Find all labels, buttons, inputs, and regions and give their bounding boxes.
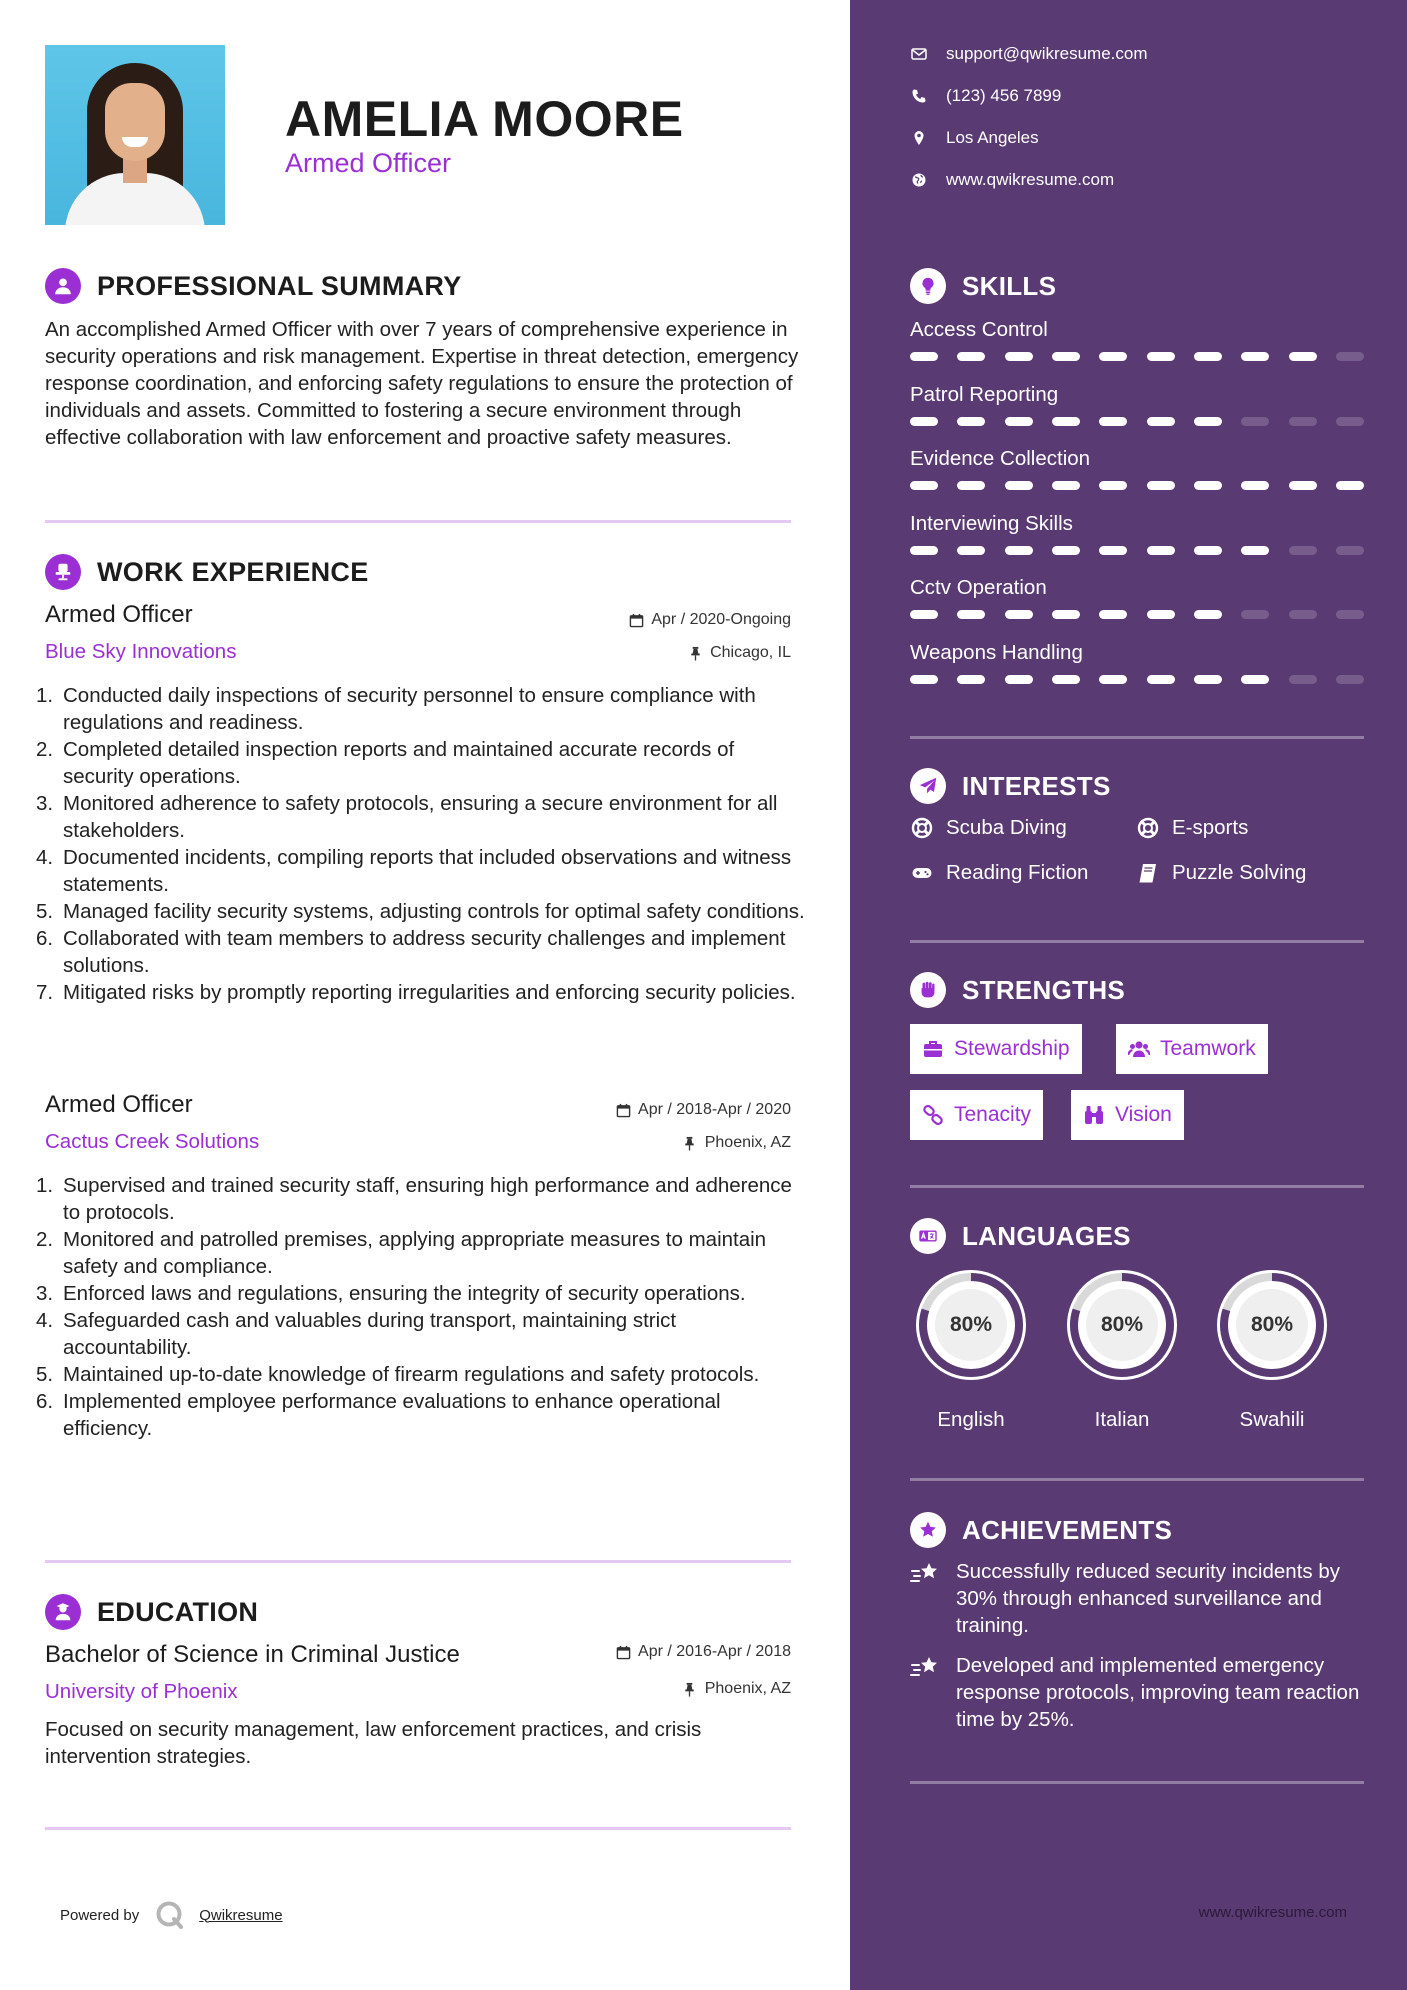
skill-segment <box>1336 546 1364 555</box>
duty-item <box>36 898 806 925</box>
duty-item <box>36 1307 806 1361</box>
skill-segment <box>1099 610 1127 619</box>
duty-text: Safeguarded cash and valuables during transport, maintaining strict accountability. <box>63 1309 677 1359</box>
skill-segment <box>910 352 938 361</box>
skill-segment <box>1099 481 1127 490</box>
skill-segment <box>1052 481 1080 490</box>
divider <box>910 736 1364 739</box>
degree-title: Bachelor of Science in Criminal Justice <box>45 1641 460 1668</box>
strengths-heading: STRENGTHS <box>910 972 1125 1008</box>
duty-number: 1. <box>36 684 54 707</box>
skill-level-bar <box>910 546 1364 555</box>
skill-segment <box>1052 417 1080 426</box>
skill-segment <box>1194 417 1222 426</box>
paper-plane-icon <box>910 768 946 804</box>
phone-icon <box>910 87 928 105</box>
skill-segment <box>1147 675 1175 684</box>
calendar-icon <box>615 1644 631 1660</box>
duty-text: Documented incidents, compiling reports that included observations and witness statements. <box>63 846 792 896</box>
skill-segment <box>1005 675 1033 684</box>
candidate-role: Armed Officer <box>285 148 452 178</box>
calendar-icon <box>615 1102 631 1118</box>
star-badge-icon <box>910 1512 946 1548</box>
divider <box>910 1781 1364 1784</box>
strength-chip: Stewardship <box>910 1024 1082 1074</box>
duty-item <box>36 1280 806 1307</box>
skill-segment <box>957 675 985 684</box>
link-icon <box>922 1104 944 1126</box>
sidebar <box>850 0 1407 1990</box>
skill-name: Evidence Collection <box>910 447 1091 470</box>
interest-item: Puzzle Solving <box>1136 861 1306 885</box>
skill-segment <box>957 352 985 361</box>
interest-item: E-sports <box>1136 816 1248 840</box>
duty-number: 6. <box>36 927 54 950</box>
achievements-heading: ACHIEVEMENTS <box>910 1512 1172 1548</box>
duty-text: Mitigated risks by promptly reporting irregularities and enforcing security policies. <box>63 981 796 1004</box>
skill-segment <box>1289 675 1317 684</box>
duty-text: Supervised and trained security staff, ensuring high performance and adherence to protocols. <box>63 1174 792 1224</box>
duty-number: 1. <box>36 1174 54 1197</box>
skill-level-bar <box>910 352 1364 361</box>
skill-segment <box>910 417 938 426</box>
school-name: University of Phoenix <box>45 1680 238 1703</box>
duty-text: Completed detailed inspection reports and maintained accurate records of security operations. <box>63 738 735 788</box>
skill-segment <box>1099 352 1127 361</box>
skill-segment <box>1005 417 1033 426</box>
skill-segment <box>1052 610 1080 619</box>
skill-segment <box>1241 675 1269 684</box>
divider <box>45 1560 791 1563</box>
duty-item <box>36 925 806 979</box>
contact-email[interactable]: support@qwikresume.com <box>910 44 1148 64</box>
skill-segment <box>1147 417 1175 426</box>
duty-text: Implemented employee performance evaluations to enhance operational efficiency. <box>63 1390 721 1440</box>
skill-segment <box>957 546 985 555</box>
strength-chip: Tenacity <box>910 1090 1043 1140</box>
divider <box>910 1185 1364 1188</box>
duty-item <box>36 790 806 844</box>
skill-segment <box>1147 481 1175 490</box>
duty-number: 7. <box>36 981 54 1004</box>
translate-icon <box>910 1218 946 1254</box>
duty-number: 3. <box>36 1282 54 1305</box>
duty-text: Monitored and patrolled premises, applying appropriate measures to maintain safety and compliance. <box>63 1228 767 1278</box>
duty-number: 3. <box>36 792 54 815</box>
powered-by: Powered by Qwikresume <box>60 1900 283 1930</box>
skill-name: Interviewing Skills <box>910 511 1073 535</box>
education-location: Phoenix, AZ <box>682 1680 791 1698</box>
skill-segment <box>957 417 985 426</box>
skill-segment <box>1336 417 1364 426</box>
job-duties <box>36 1172 806 1442</box>
duty-text: Collaborated with team members to address security challenges and implement solutions. <box>63 927 786 977</box>
users-icon <box>1128 1038 1150 1060</box>
summary-text: An accomplished Armed Officer with over 7 years of comprehensive experience in security operations and risk management. Expertise in threat detection, emergency response coordination, and enforcing safety regulations to ensure the protection of individuals and assets. Committed to fostering a secure environment through effective collaboration with law enforcement and proactive safety measures. <box>45 318 799 449</box>
duty-number: 6. <box>36 1390 54 1413</box>
pushpin-icon <box>682 1681 698 1697</box>
duty-item <box>36 1361 806 1388</box>
work-heading: WORK EXPERIENCE <box>45 554 369 590</box>
skill-segment <box>1241 417 1269 426</box>
language-name: Italian <box>1094 1408 1150 1431</box>
skill-segment <box>1147 546 1175 555</box>
skill-level-bar <box>910 675 1364 684</box>
skill-segment <box>1194 610 1222 619</box>
footer-website[interactable]: www.qwikresume.com <box>1198 1904 1347 1921</box>
skill-segment <box>1241 481 1269 490</box>
pushpin-icon <box>687 645 703 661</box>
calendar-icon <box>628 612 644 628</box>
job-location: Chicago, IL <box>687 644 791 662</box>
skill-segment <box>1052 352 1080 361</box>
achievement-item: Developed and implemented emergency response protocols, improving team reaction time by 25%. <box>910 1652 1370 1733</box>
interests-heading: INTERESTS <box>910 768 1111 804</box>
duty-item <box>36 1226 806 1280</box>
skill-segment <box>1099 417 1127 426</box>
skill-segment <box>910 675 938 684</box>
divider <box>910 1478 1364 1481</box>
book-icon <box>1136 861 1160 885</box>
envelope-icon <box>910 45 928 63</box>
skill-segment <box>1241 546 1269 555</box>
job-location: Phoenix, AZ <box>682 1134 791 1152</box>
contact-location: Los Angeles <box>910 128 1039 148</box>
duty-text: Enforced laws and regulations, ensuring the integrity of security operations. <box>63 1282 746 1305</box>
contact-phone[interactable]: (123) 456 7899 <box>910 86 1061 106</box>
chair-icon <box>45 554 81 590</box>
skill-segment <box>1194 352 1222 361</box>
job-title: Armed Officer <box>45 1091 193 1118</box>
fist-icon <box>910 972 946 1008</box>
binoculars-icon <box>1083 1104 1105 1126</box>
skill-segment <box>1289 610 1317 619</box>
duty-text: Managed facility security systems, adjusting controls for optimal safety conditions. <box>63 900 805 923</box>
gamepad-icon <box>910 861 934 885</box>
skill-segment <box>1147 610 1175 619</box>
duty-item <box>36 1388 806 1442</box>
skill-segment <box>1005 610 1033 619</box>
duty-item <box>36 682 806 736</box>
skill-segment <box>1052 675 1080 684</box>
skill-segment <box>1289 481 1317 490</box>
duty-number: 2. <box>36 1228 54 1251</box>
divider <box>45 1827 791 1830</box>
qwikresume-logo-icon <box>155 1900 185 1930</box>
strength-chip: Vision <box>1071 1090 1184 1140</box>
strength-chip: Teamwork <box>1116 1024 1268 1074</box>
skill-name: Access Control <box>910 318 1048 341</box>
skill-name: Weapons Handling <box>910 640 1083 664</box>
divider <box>910 940 1364 943</box>
candidate-name: AMELIA MOORE <box>285 91 684 147</box>
globe-icon <box>910 171 928 189</box>
duty-number: 4. <box>36 846 54 869</box>
skill-segment <box>957 481 985 490</box>
skill-segment <box>910 546 938 555</box>
skill-segment <box>1099 675 1127 684</box>
skill-level-bar <box>910 481 1364 490</box>
skill-segment <box>1289 417 1317 426</box>
skill-name: Cctv Operation <box>910 576 1047 599</box>
education-dates: Apr / 2016-Apr / 2018 <box>615 1643 791 1661</box>
graduate-icon <box>45 1594 81 1630</box>
interest-item: Scuba Diving <box>910 816 1067 840</box>
languages-heading: LANGUAGES <box>910 1218 1131 1254</box>
skill-name: Patrol Reporting <box>910 382 1059 406</box>
job-company: Blue Sky Innovations <box>45 640 237 663</box>
divider <box>45 520 791 523</box>
shooting-star-icon <box>910 1652 944 1733</box>
skill-segment <box>1099 546 1127 555</box>
duty-item <box>36 1172 806 1226</box>
job-dates: Apr / 2020-Ongoing <box>628 611 791 629</box>
education-description: Focused on security management, law enforcement practices, and crisis intervention strategies. <box>45 1718 702 1768</box>
duty-text: Monitored adherence to safety protocols, ensuring a secure environment for all stakeholders. <box>63 792 778 842</box>
duty-number: 5. <box>36 900 54 923</box>
language-name: Swahili <box>1239 1408 1305 1431</box>
skill-segment <box>1052 546 1080 555</box>
skill-segment <box>1336 352 1364 361</box>
language-item <box>910 1264 1032 1431</box>
lightbulb-icon <box>910 268 946 304</box>
skill-segment <box>1289 546 1317 555</box>
skill-segment <box>1336 481 1364 490</box>
pushpin-icon <box>682 1135 698 1151</box>
skill-segment <box>1194 546 1222 555</box>
summary-heading: PROFESSIONAL SUMMARY <box>45 268 462 304</box>
skill-segment <box>1241 352 1269 361</box>
profile-photo <box>45 45 225 225</box>
duty-number: 4. <box>36 1309 54 1332</box>
skill-segment <box>1005 546 1033 555</box>
achievement-item: Successfully reduced security incidents by 30% through enhanced surveillance and training. <box>910 1558 1370 1639</box>
duty-text: Conducted daily inspections of security personnel to ensure compliance with regulations and readiness. <box>63 684 756 734</box>
user-icon <box>45 268 81 304</box>
duty-item <box>36 736 806 790</box>
life-ring-icon <box>1136 816 1160 840</box>
briefcase-icon <box>922 1038 944 1060</box>
language-percent: 80% <box>1250 1313 1294 1336</box>
skill-segment <box>1194 675 1222 684</box>
shooting-star-icon <box>910 1558 944 1639</box>
duty-number: 5. <box>36 1363 54 1386</box>
skill-level-bar <box>910 610 1364 619</box>
brand-link[interactable]: Qwikresume <box>199 1906 283 1924</box>
duty-number: 2. <box>36 738 54 761</box>
map-pin-icon <box>910 129 928 147</box>
skill-segment <box>1005 481 1033 490</box>
job-dates: Apr / 2018-Apr / 2020 <box>615 1101 791 1119</box>
skill-segment <box>1336 675 1364 684</box>
skill-segment <box>1005 352 1033 361</box>
language-item <box>1211 1264 1333 1431</box>
skill-segment <box>957 610 985 619</box>
language-name: English <box>937 1408 1005 1431</box>
duty-text: Maintained up-to-date knowledge of firearm regulations and safety protocols. <box>63 1363 760 1386</box>
language-item <box>1061 1264 1183 1431</box>
job-title: Armed Officer <box>45 601 193 628</box>
skill-segment <box>1241 610 1269 619</box>
life-ring-icon <box>910 816 934 840</box>
contact-website[interactable]: www.qwikresume.com <box>910 170 1114 190</box>
skill-segment <box>1336 610 1364 619</box>
skill-level-bar <box>910 417 1364 426</box>
duty-item <box>36 844 806 898</box>
skill-segment <box>1194 481 1222 490</box>
skills-heading: SKILLS <box>910 268 1056 304</box>
job-duties <box>36 682 806 1006</box>
language-percent: 80% <box>1100 1313 1144 1336</box>
duty-item <box>36 979 806 1006</box>
skill-segment <box>1147 352 1175 361</box>
language-percent: 80% <box>949 1313 993 1336</box>
interest-item: Reading Fiction <box>910 861 1088 885</box>
skill-segment <box>910 481 938 490</box>
education-heading: EDUCATION <box>45 1594 258 1630</box>
skill-segment <box>1289 352 1317 361</box>
job-company: Cactus Creek Solutions <box>45 1130 260 1153</box>
skill-segment <box>910 610 938 619</box>
